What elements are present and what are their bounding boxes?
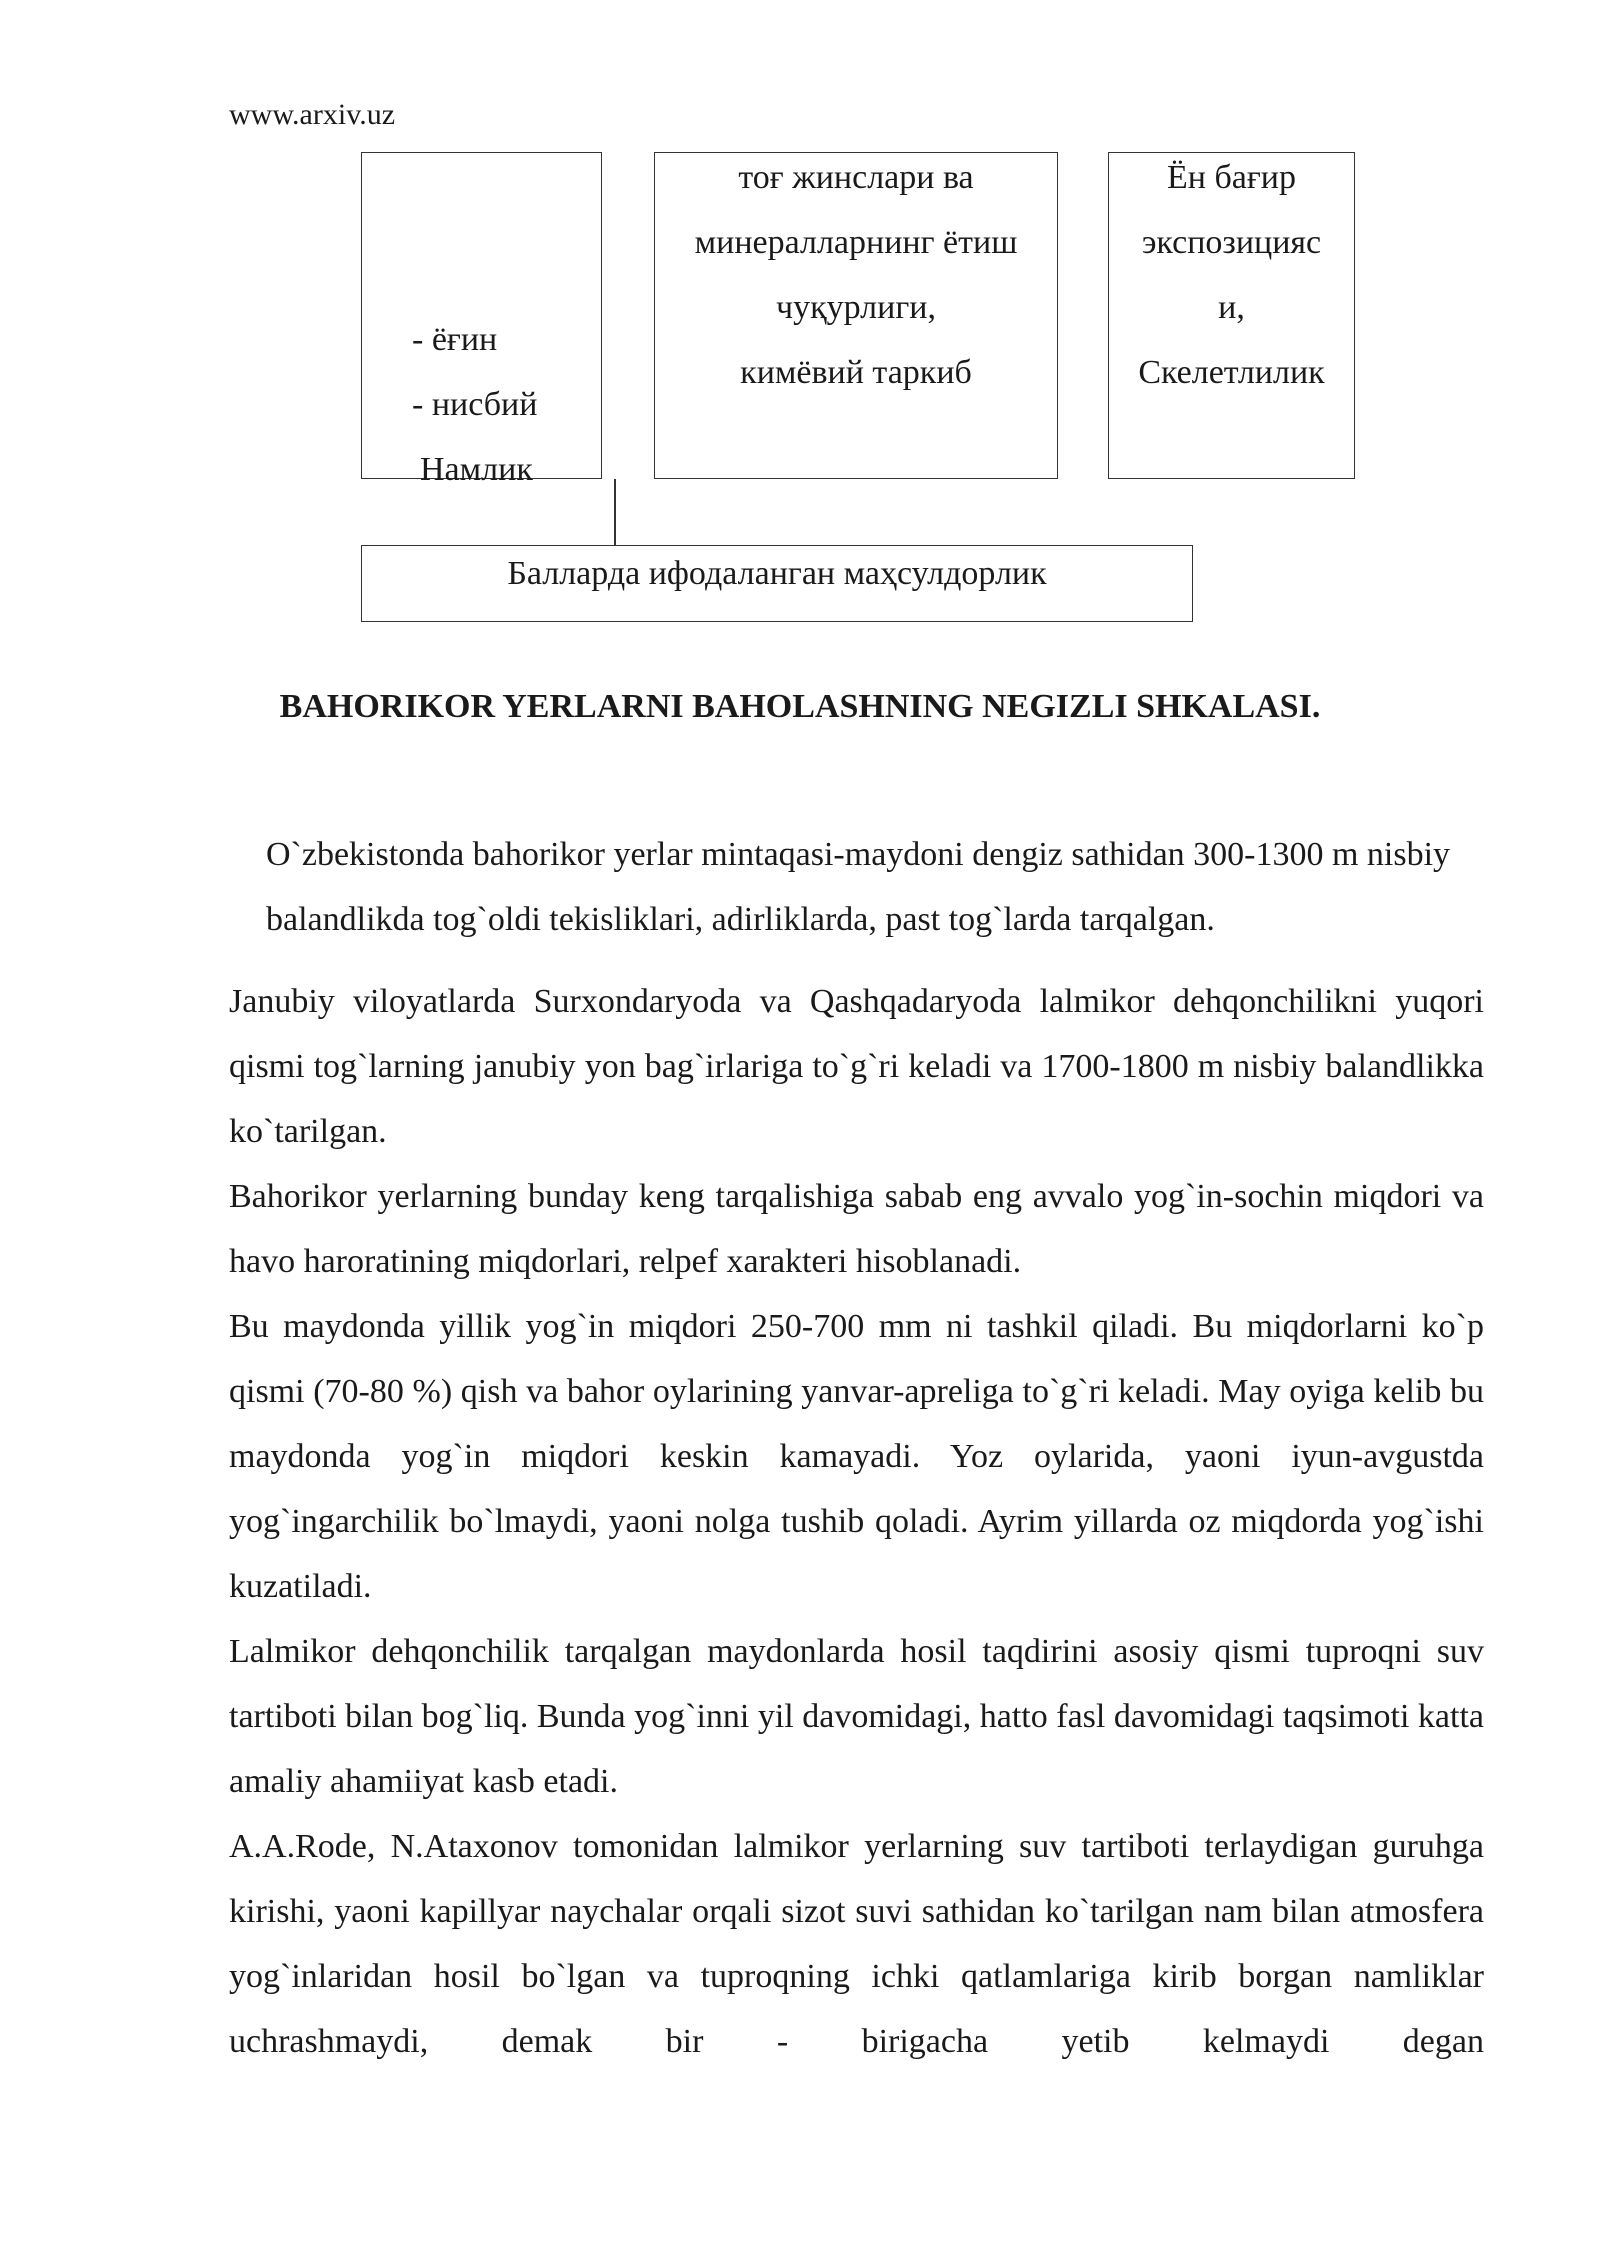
paragraph-6: A.A.Rode, N.Ataxonov tomonidan lalmikor yerlarning suv tartiboti terlaydigan guruhga kirishi, yaoni kapillyar naychalar orqali sizot suvi sathidan ko`tarilgan nam bilan atmosfera yog`inlaridan hosil bo`lgan va tuproqning ichki qatlamlariga kirib borgan namliklar uchrashmaydi, demak bir - birigacha yetib kelmaydi degan [229, 1828, 1484, 2060]
box-right-line: и, [1218, 289, 1245, 326]
box-right-line: Скелетлилик [1138, 354, 1325, 391]
box-middle-line: кимёвий таркиб [740, 354, 972, 391]
box-left-line: - ёғин [412, 321, 498, 358]
box-left-text [412, 307, 537, 502]
diagram-connector-line [614, 479, 616, 545]
paragraph-2: Janubiy viloyatlarda Surxondaryoda va Qashqadaryoda lalmikor dehqonchilikni yuqori qismi tog`larning janubiy yon bag`irlariga to`g`ri keladi va 1700-1800 m nisbiy balandlikka ko`tarilgan. [229, 983, 1484, 1150]
document-title: BAHORIKOR YERLARNI BAHOLASHNING NEGIZLI SHKALASI. [279, 688, 1321, 725]
box-bottom-label: Балларда ифодаланган маҳсулдорлик [507, 555, 1047, 592]
box-right-line: экспозицияс [1141, 224, 1322, 261]
paragraph-4: Bu maydonda yillik yog`in miqdori 250-700 mm ni tashkil qiladi. Bu miqdorlarni ko`p qismi (70-80 %) qish va bahor oylarining yanvar-apreliga to`g`ri keladi. May oyiga kelib bu maydonda yog`in miqdori keskin kamayadi. Yoz oylarida, yaoni iyun-avgustda yog`ingarchilik bo`lmaydi, yaoni nolga tushib qoladi. Ayrim yillarda oz miqdorda yog`ishi kuzatiladi. [229, 1308, 1484, 1605]
paragraph-1: O`zbekistonda bahorikor yerlar mintaqasi-maydoni dengiz sathidan 300-1300 m nisbiy balandlikda tog`oldi tekisliklari, adirliklarda, past tog`larda tarqalgan. [266, 836, 1451, 938]
box-right-line: Ён бағир [1167, 159, 1296, 196]
box-middle-line: чуқурлиги, [776, 289, 936, 326]
paragraph-5: Lalmikor dehqonchilik tarqalgan maydonlarda hosil taqdirini asosiy qismi tuproqni suv tartiboti bilan bog`liq. Bunda yog`inni yil davomidagi, hatto fasl davomidagi taqsimoti katta amaliy ahamiiyat kasb etadi. [229, 1633, 1484, 1800]
box-right-text [1108, 145, 1355, 405]
box-middle-line: минералларнинг ётиш [694, 224, 1018, 261]
box-left-line: Намлик [420, 451, 533, 488]
box-left-line: - нисбий [412, 386, 538, 423]
box-middle-line: тоғ жинслари ва [738, 159, 974, 196]
paragraph-3: Bahorikor yerlarning bunday keng tarqalishiga sabab eng avvalo yog`in-sochin miqdori va havo haroratining miqdorlari, relpef xarakteri hisoblanadi. [229, 1178, 1484, 1280]
site-url: www.arxiv.uz [229, 98, 396, 131]
box-middle-text [654, 145, 1058, 405]
